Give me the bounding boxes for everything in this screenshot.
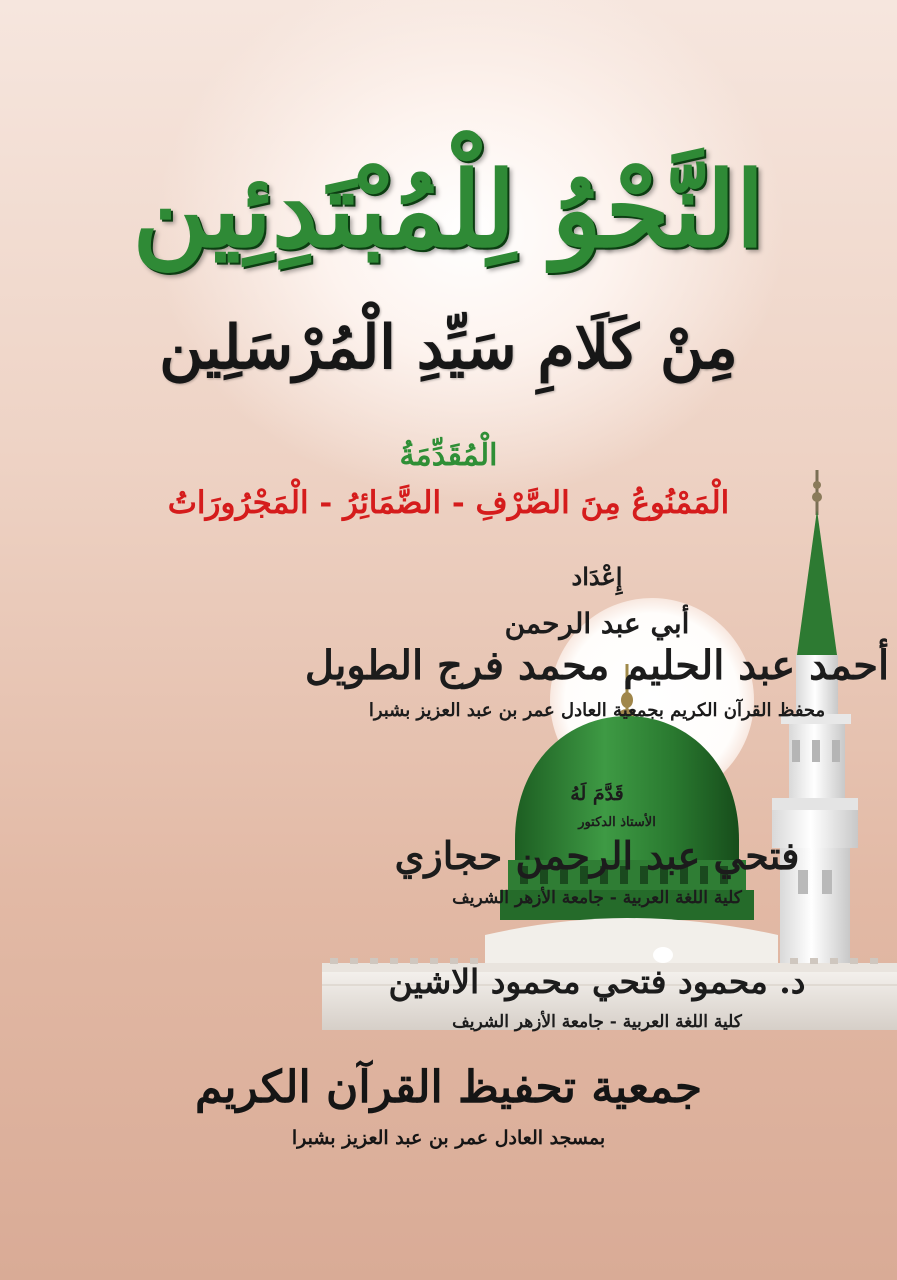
author-description: محفظ القرآن الكريم بجمعية العادل عمر بن عبد العزيز بشبرا [368, 700, 826, 721]
author-kunya: أبي عبد الرحمن [504, 607, 690, 640]
professor-title: الأستاذ الدكتور [578, 815, 656, 830]
publisher-location: بمسجد العادل عمر بن عبد العزيز بشبرا [291, 1127, 606, 1149]
prepared-by-label: إِعْدَاد [571, 562, 623, 591]
book-subtitle: مِنْ كَلَامِ سَيِّدِ الْمُرْسَلِين [159, 313, 738, 383]
presented-by-label: قَدَّمَ لَهُ [570, 783, 624, 805]
second-presenter-affiliation: كلية اللغة العربية - جامعة الأزهر الشريف [452, 1012, 742, 1032]
publisher-name: جمعية تحفيظ القرآن الكريم [194, 1062, 703, 1113]
intro-heading: الْمُقَدِّمَةُ [399, 438, 498, 473]
author-name: أحمد عبد الحليم محمد فرج الطويل [304, 642, 890, 689]
second-presenter-name: د. محمود فتحي محمود الاشين [388, 962, 806, 1001]
topics-line: الْمَمْنُوعُ مِنَ الصَّرْفِ - الضَّمَائِرُ - الْمَجْرُورَاتُ [167, 485, 730, 521]
book-title: النَّحْوُ لِلْمُبْتَدِئِين [132, 148, 765, 271]
first-presenter-affiliation: كلية اللغة العربية - جامعة الأزهر الشريف [452, 888, 742, 908]
first-presenter-name: فتحي عبد الرحمن حجازي [394, 833, 800, 878]
